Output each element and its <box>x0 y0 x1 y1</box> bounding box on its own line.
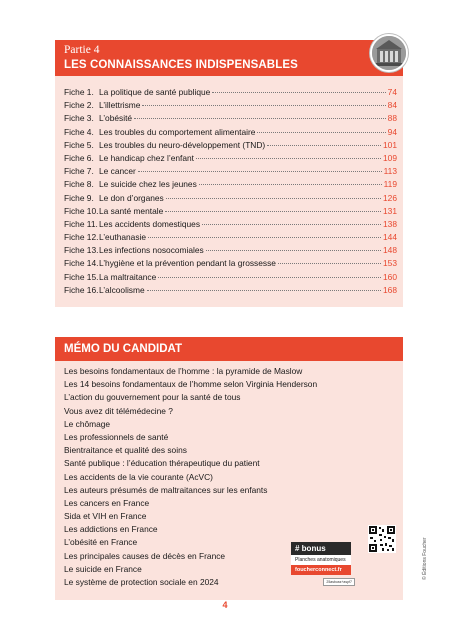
toc-page-number: 84 <box>387 100 397 111</box>
toc-title: Le don d’organes <box>99 192 164 203</box>
page-number: 4 <box>222 600 228 610</box>
toc-page-number: 94 <box>387 126 397 137</box>
toc-leader-dots <box>138 171 382 172</box>
memo-item[interactable]: Vous avez dit télémédecine ? <box>64 405 173 416</box>
memo-item[interactable]: Santé publique : l’éducation thérapeutique du patient <box>64 458 260 469</box>
toc-row[interactable] <box>64 87 397 100</box>
toc-page-number: 126 <box>383 192 397 203</box>
toc-number: Fiche 10. <box>64 205 99 216</box>
toc-number: Fiche 9. <box>64 192 94 203</box>
part-title: LES CONNAISSANCES INDISPENSABLES <box>64 59 298 71</box>
toc-number: Fiche 5. <box>64 139 94 150</box>
memo-item[interactable]: Sida et VIH en France <box>64 511 147 522</box>
toc-number: Fiche 16. <box>64 284 99 295</box>
bonus-subtitle: Planches anatomiques <box>291 555 351 565</box>
memo-title: MÉMO DU CANDIDAT <box>64 343 182 355</box>
toc-leader-dots <box>196 158 381 159</box>
toc-page-number: 131 <box>383 205 397 216</box>
toc-page-number: 109 <box>383 152 397 163</box>
toc-page-number: 88 <box>387 113 397 124</box>
copyright-note: © Éditions Foucher <box>422 537 428 580</box>
toc-page-number: 144 <box>383 232 397 243</box>
toc-title: Les troubles du comportement alimentaire <box>99 126 256 137</box>
toc-number: Fiche 14. <box>64 258 99 269</box>
memo-item[interactable]: Les professionnels de santé <box>64 431 169 442</box>
toc-row[interactable] <box>64 272 397 285</box>
toc-page-number: 153 <box>383 258 397 269</box>
toc-row[interactable] <box>64 245 397 258</box>
toc-page-number: 148 <box>383 245 397 256</box>
toc-page-number: 113 <box>383 166 397 177</box>
toc-page-number: 119 <box>383 179 397 190</box>
toc-title: Les troubles du neuro-développement (TND) <box>99 139 266 150</box>
toc-row[interactable] <box>64 113 397 126</box>
toc-number: Fiche 8. <box>64 179 94 190</box>
bonus-code: 25asbuss+aspf7 <box>323 578 355 586</box>
bonus-box[interactable] <box>291 542 352 584</box>
toc-number: Fiche 4. <box>64 126 94 137</box>
memo-item[interactable]: Les auteurs présumés de maltraitances sur les enfants <box>64 484 268 495</box>
toc-leader-dots <box>206 250 381 251</box>
toc-title: La santé mentale <box>99 205 164 216</box>
toc-number: Fiche 3. <box>64 113 94 124</box>
part-banner <box>55 40 403 76</box>
part-illustration-icon <box>370 34 408 72</box>
memo-item[interactable]: Les accidents de la vie courante (AcVC) <box>64 471 213 482</box>
bonus-link[interactable]: foucherconnect.fr <box>291 565 351 575</box>
toc-title: Le handicap chez l’enfant <box>99 152 194 163</box>
toc-leader-dots <box>278 263 381 264</box>
memo-item[interactable]: Les besoins fondamentaux de l’homme : la pyramide de Maslow <box>64 366 303 376</box>
toc-title: L’illettrisme <box>99 100 141 111</box>
toc-row[interactable] <box>64 179 397 192</box>
toc-title: L’euthanasie <box>99 232 147 243</box>
toc-row[interactable] <box>64 166 397 179</box>
memo-item[interactable]: Les cancers en France <box>64 497 150 508</box>
toc-row[interactable] <box>64 193 397 206</box>
toc-page-number: 138 <box>383 218 397 229</box>
part-4-panel <box>55 40 403 307</box>
memo-banner <box>55 337 403 361</box>
memo-item[interactable]: Les 14 besoins fondamentaux de l’homme selon Virginia Henderson <box>64 379 318 390</box>
toc-number: Fiche 12. <box>64 232 99 243</box>
toc-leader-dots <box>267 145 381 146</box>
toc-title: Les infections nosocomiales <box>99 245 204 256</box>
toc-leader-dots <box>212 92 385 93</box>
memo-item[interactable]: Les addictions en France <box>64 524 158 535</box>
toc-number: Fiche 13. <box>64 245 99 256</box>
toc-leader-dots <box>257 132 385 133</box>
toc-row[interactable] <box>64 219 397 232</box>
memo-item[interactable]: Les principales causes de décès en France <box>64 550 226 561</box>
toc-row[interactable] <box>64 153 397 166</box>
toc-number: Fiche 2. <box>64 100 94 111</box>
toc-leader-dots <box>199 184 382 185</box>
toc-number: Fiche 1. <box>64 87 94 97</box>
toc-title: La politique de santé publique <box>99 87 211 97</box>
toc-title: L’obésité <box>99 113 133 124</box>
toc-row[interactable] <box>64 127 397 140</box>
toc-title: Le suicide chez les jeunes <box>99 179 197 190</box>
toc-row[interactable] <box>64 100 397 113</box>
toc-title: Les accidents domestiques <box>99 218 201 229</box>
qr-code-icon[interactable] <box>368 525 396 553</box>
toc-page-number: 101 <box>383 139 397 150</box>
toc-leader-dots <box>134 118 386 119</box>
toc-title: La maltraitance <box>99 271 157 282</box>
toc-leader-dots <box>165 211 381 212</box>
memo-item[interactable]: Le suicide en France <box>64 563 142 574</box>
toc-title: L’hygiène et la prévention pendant la grossesse <box>99 258 276 269</box>
toc-page-number: 168 <box>383 284 397 295</box>
bonus-heading: # bonus <box>291 542 351 555</box>
toc-number: Fiche 7. <box>64 166 94 177</box>
toc-row[interactable] <box>64 232 397 245</box>
toc-title: Le cancer <box>99 166 136 177</box>
toc-leader-dots <box>147 290 381 291</box>
memo-item[interactable]: L’obésité en France <box>64 537 138 548</box>
memo-item[interactable]: L’action du gouvernement pour la santé de tous <box>64 392 241 403</box>
toc-number: Fiche 6. <box>64 152 94 163</box>
table-of-contents <box>64 87 397 298</box>
toc-page-number: 74 <box>387 87 397 97</box>
memo-panel <box>55 337 403 600</box>
toc-row[interactable] <box>64 258 397 271</box>
toc-row[interactable] <box>64 206 397 219</box>
toc-number: Fiche 15. <box>64 271 99 282</box>
toc-leader-dots <box>142 105 385 106</box>
toc-leader-dots <box>158 277 381 278</box>
toc-title: L’alcoolisme <box>99 284 145 295</box>
part-label: Partie 4 <box>64 44 100 56</box>
toc-number: Fiche 11. <box>64 218 98 229</box>
toc-leader-dots <box>148 237 381 238</box>
memo-item[interactable]: Le système de protection sociale en 2024 <box>64 577 219 587</box>
toc-leader-dots <box>202 224 381 225</box>
memo-item[interactable]: Bientraitance et qualité des soins <box>64 445 187 456</box>
toc-leader-dots <box>166 198 381 199</box>
toc-row[interactable] <box>64 285 397 298</box>
toc-row[interactable] <box>64 140 397 153</box>
memo-item[interactable]: Le chômage <box>64 418 111 429</box>
toc-page-number: 160 <box>383 271 397 282</box>
